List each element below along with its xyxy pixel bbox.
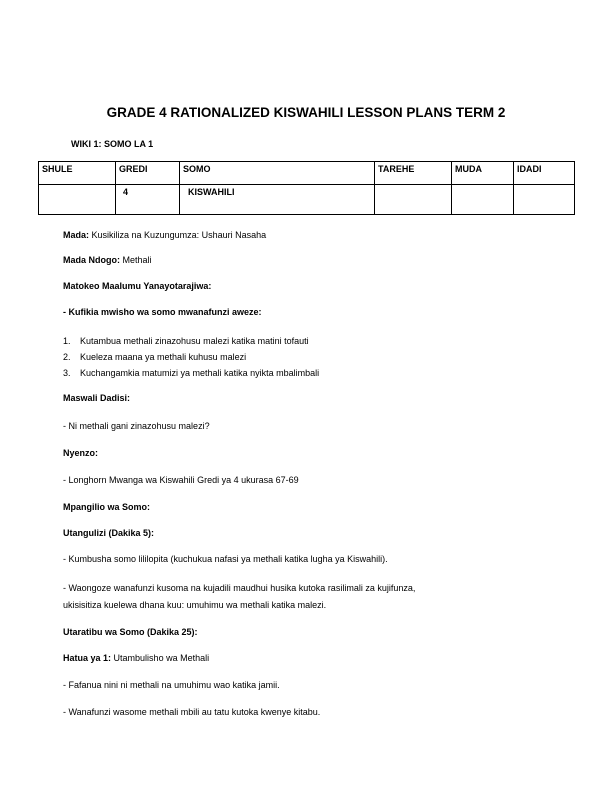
utangulizi-line-2b: ukisisitiza kuelewa dhana kuu: umuhimu wa methali katika malezi.: [63, 600, 327, 610]
header-gredi: GREDI: [116, 162, 180, 185]
cell-shule: [39, 185, 116, 215]
list-item: 3. Kuchangamkia matumizi ya methali katika nyikta mbalimbali: [63, 368, 320, 378]
cell-idadi: [514, 185, 575, 215]
hatua-value: Utambulisho wa Methali: [113, 653, 210, 663]
nyenzo-heading: Nyenzo:: [63, 448, 99, 458]
outcomes-list: [63, 333, 319, 381]
mada-line: [63, 229, 266, 241]
matokeo-heading: Matokeo Maalumu Yanayotarajiwa:: [63, 281, 212, 291]
mada-ndogo-line: [63, 254, 152, 266]
header-idadi: IDADI: [514, 162, 575, 185]
table-header-row: [39, 162, 575, 185]
list-item: 2. Kueleza maana ya methali kuhusu malezi: [63, 352, 247, 362]
header-shule: SHULE: [39, 162, 116, 185]
week-lesson-label: WIKI 1: SOMO LA 1: [71, 139, 154, 149]
utaratibu-heading: Utaratibu wa Somo (Dakika 25):: [63, 627, 198, 637]
hatua-line-2: - Wanafunzi wasome methali mbili au tatu kutoka kwenye kitabu.: [63, 707, 321, 717]
nyenzo-line: - Longhorn Mwanga wa Kiswahili Gredi ya 4 ukurasa 67-69: [63, 475, 299, 485]
cell-muda: [452, 185, 514, 215]
table-row: [39, 185, 575, 215]
cell-tarehe: [375, 185, 452, 215]
list-item: 1. Kutambua methali zinazohusu malezi katika matini tofauti: [63, 336, 309, 346]
utangulizi-line-1: - Kumbusha somo lililopita (kuchukua nafasi ya methali katika lugha ya Kiswahili).: [63, 554, 388, 564]
cell-somo: KISWAHILI: [180, 185, 375, 215]
header-muda: MUDA: [452, 162, 514, 185]
mpangilio-heading: Mpangilio wa Somo:: [63, 502, 150, 512]
header-somo: SOMO: [180, 162, 375, 185]
cell-gredi: 4: [116, 185, 180, 215]
kufikia-line: - Kufikia mwisho wa somo mwanafunzi aweze:: [63, 307, 262, 317]
utangulizi-line-2a: - Waongoze wanafunzi kusoma na kujadili maudhui husika kutoka rasilimali za kujifunza,: [63, 583, 416, 593]
lesson-info-table: [38, 161, 575, 215]
maswali-heading: Maswali Dadisi:: [63, 393, 131, 403]
mada-label: Mada:: [63, 230, 90, 240]
utangulizi-heading: Utangulizi (Dakika 5):: [63, 528, 155, 538]
hatua-line: [63, 652, 209, 664]
maswali-line: - Ni methali gani zinazohusu malezi?: [63, 421, 210, 431]
hatua-line-1: - Fafanua nini ni methali na umuhimu wao katika jamii.: [63, 680, 280, 690]
mada-ndogo-label: Mada Ndogo:: [63, 255, 120, 265]
page-title: GRADE 4 RATIONALIZED KISWAHILI LESSON PLANS TERM 2: [106, 105, 506, 120]
header-tarehe: TAREHE: [375, 162, 452, 185]
mada-value: Kusikiliza na Kuzungumza: Ushauri Nasaha: [91, 230, 267, 240]
hatua-label: Hatua ya 1:: [63, 653, 112, 663]
mada-ndogo-value: Methali: [122, 255, 152, 265]
